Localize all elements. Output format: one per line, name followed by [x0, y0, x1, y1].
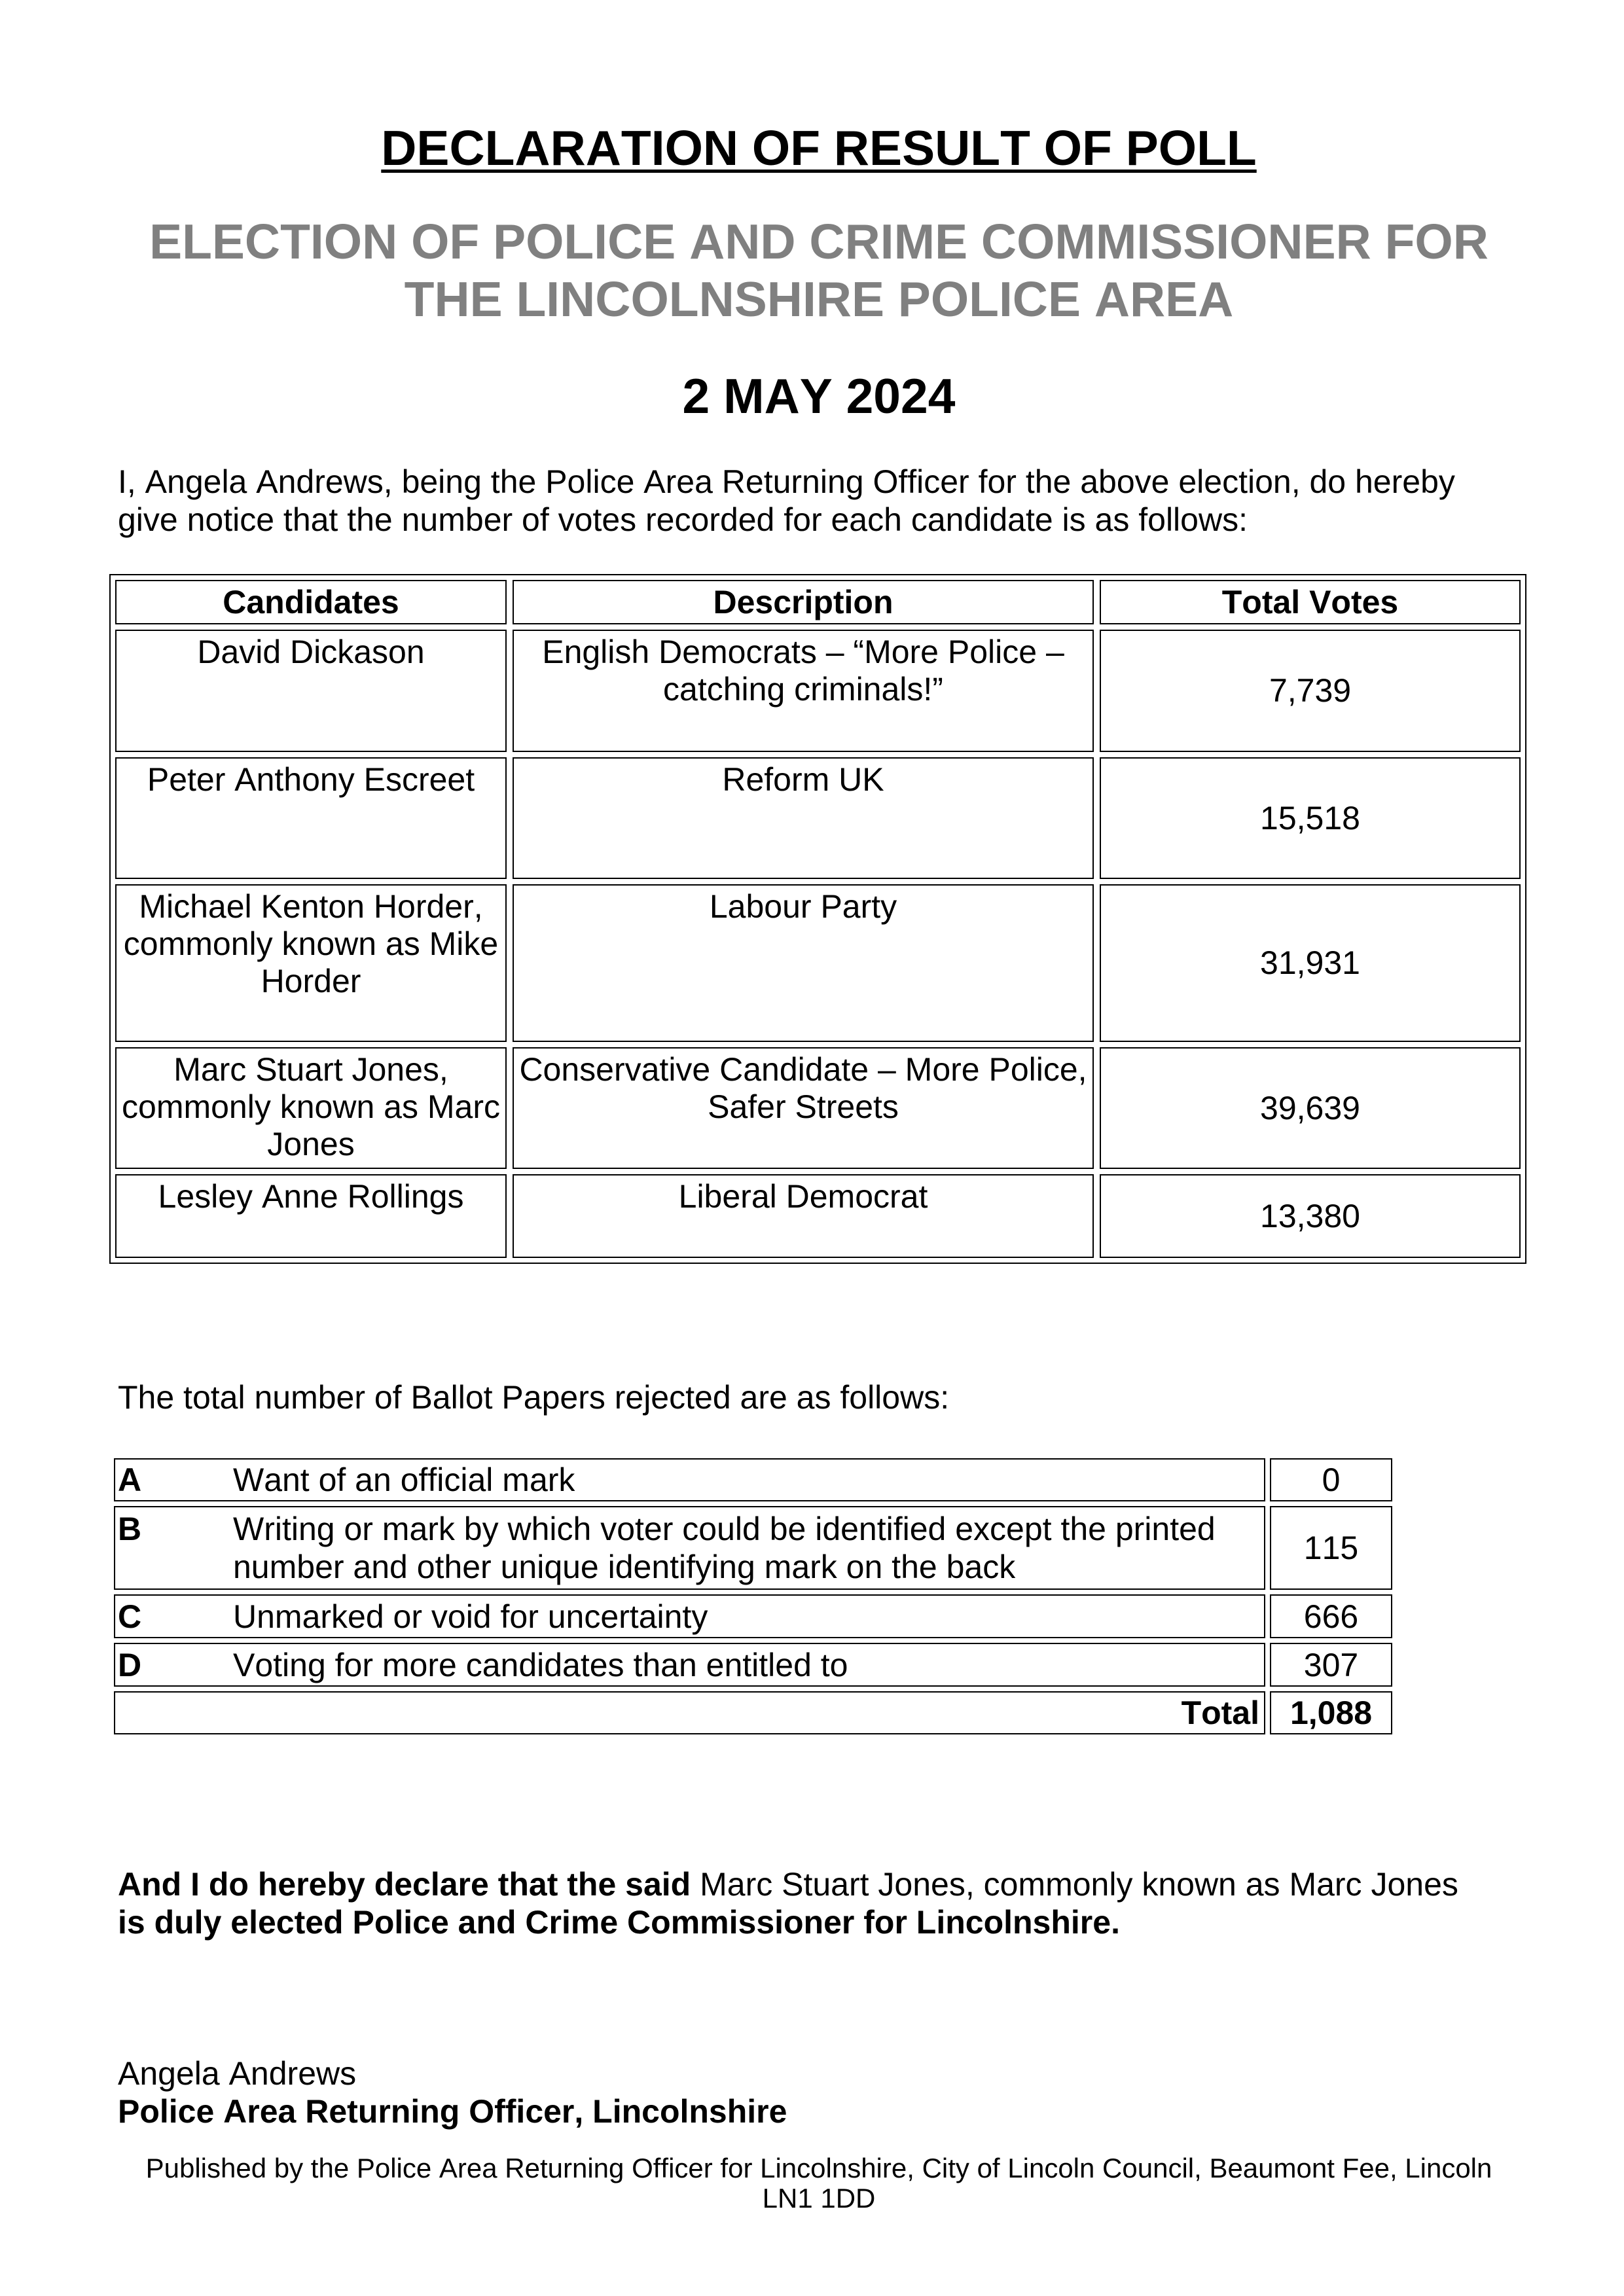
candidate-votes: 7,739	[1100, 630, 1521, 752]
rejected-reason-wrap	[118, 1598, 1260, 1636]
publisher-imprint: Published by the Police Area Returning Officer for Lincolnshire, City of Lincoln Council, Beaumont Fee, Lincoln LN1 1DD	[145, 2153, 1492, 2214]
candidate-name: Marc Stuart Jones, commonly known as Marc Jones	[115, 1047, 507, 1169]
signatory-name: Angela Andrews	[118, 2055, 357, 2092]
rejected-reason-wrap	[118, 1461, 1260, 1499]
header-candidates: Candidates	[115, 580, 507, 624]
rejected-reason: Want of an official mark	[233, 1462, 575, 1498]
rejected-ballots-table	[114, 1458, 1392, 1734]
candidate-description: Reform UK	[513, 757, 1094, 879]
rejected-reason-cell	[114, 1643, 1265, 1687]
rejected-code: A	[118, 1462, 142, 1498]
rejected-count: 666	[1270, 1594, 1392, 1638]
rejected-count: 307	[1270, 1643, 1392, 1687]
candidate-description: English Democrats – “More Police – catching criminals!”	[513, 630, 1094, 752]
header-description: Description	[513, 580, 1094, 624]
rejected-total-count: 1,088	[1270, 1691, 1392, 1734]
candidate-name: Lesley Anne Rollings	[115, 1174, 507, 1258]
intro-paragraph: I, Angela Andrews, being the Police Area Returning Officer for the above election, do hereby give notice that the number of votes recorded for each candidate is as follows:	[118, 463, 1455, 538]
candidate-description: Liberal Democrat	[513, 1174, 1094, 1258]
rejected-total-label: Total	[114, 1691, 1265, 1734]
signatory-role: Police Area Returning Officer, Lincolnshire	[118, 2093, 787, 2130]
rejected-reason-cell	[114, 1594, 1265, 1638]
results-table	[109, 574, 1526, 1264]
candidate-name: David Dickason	[115, 630, 507, 752]
page-title: DECLARATION OF RESULT OF POLL	[381, 120, 1257, 175]
rejected-reason: Writing or mark by which voter could be identified except the printed number and other unique identifying mark on the back	[233, 1511, 1216, 1585]
candidate-name: Peter Anthony Escreet	[115, 757, 507, 879]
candidate-votes: 31,931	[1100, 884, 1521, 1042]
rejected-count: 0	[1270, 1458, 1392, 1501]
rejected-count: 115	[1270, 1506, 1392, 1590]
declaration-lead: And I do hereby declare that the said	[118, 1866, 691, 1903]
candidate-votes: 15,518	[1100, 757, 1521, 879]
declaration-statement	[118, 1865, 1458, 1941]
rejected-code: D	[118, 1646, 142, 1683]
candidate-votes: 13,380	[1100, 1174, 1521, 1258]
rejected-reason: Voting for more candidates than entitled to	[233, 1646, 848, 1683]
election-date: 2 MAY 2024	[682, 368, 956, 423]
candidate-description: Labour Party	[513, 884, 1094, 1042]
candidate-votes: 39,639	[1100, 1047, 1521, 1169]
rejected-code: B	[118, 1511, 142, 1547]
rejected-reason-cell	[114, 1506, 1265, 1590]
elected-candidate-name: Marc Stuart Jones, commonly known as Marc Jones	[700, 1866, 1458, 1903]
rejected-reason-wrap	[118, 1646, 1260, 1684]
header-total-votes: Total Votes	[1100, 580, 1521, 624]
candidate-description: Conservative Candidate – More Police, Safer Streets	[513, 1047, 1094, 1169]
rejected-reason: Unmarked or void for uncertainty	[233, 1598, 708, 1635]
rejected-code: C	[118, 1598, 142, 1635]
candidate-name: Michael Kenton Horder, commonly known as Mike Horder	[115, 884, 507, 1042]
rejected-reason-cell	[114, 1458, 1265, 1501]
rejected-intro: The total number of Ballot Papers rejected are as follows:	[118, 1379, 950, 1416]
election-subtitle: ELECTION OF POLICE AND CRIME COMMISSIONER FOR THE LINCOLNSHIRE POLICE AREA	[149, 214, 1489, 327]
rejected-reason-wrap	[118, 1510, 1260, 1586]
declaration-tail: is duly elected Police and Crime Commissioner for Lincolnshire.	[118, 1904, 1120, 1941]
